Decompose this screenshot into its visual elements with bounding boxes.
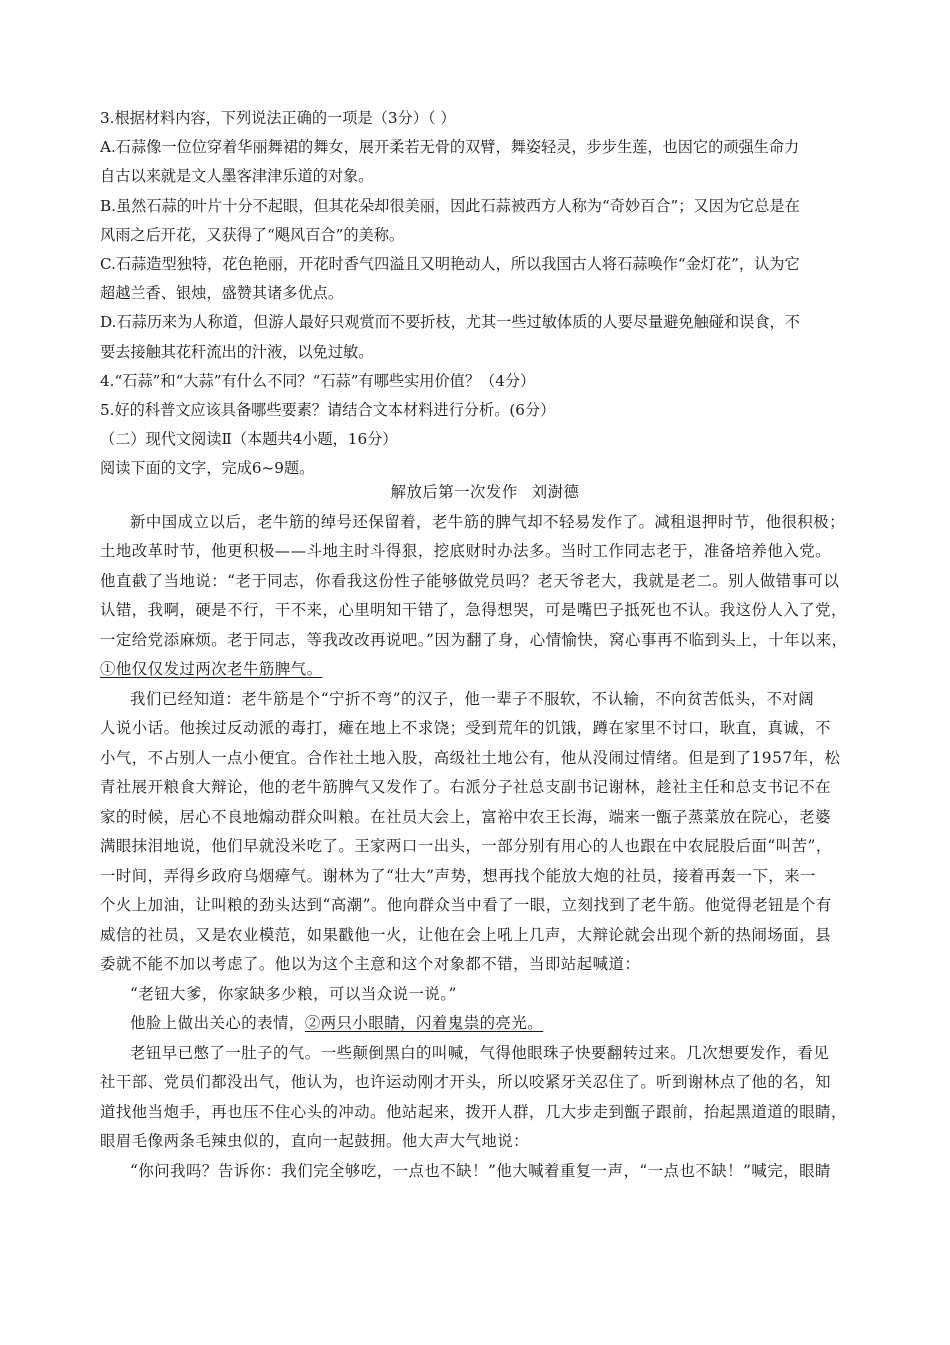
- paragraph-2-line-5: 家的时候，居心不良地煽动群众叫粮。在社员大会上，富裕中农王长海，端来一甑子蒸菜放在院心，老婆: [100, 807, 831, 826]
- paragraph-2-line-1: 我们已经知道：老牛筋是个“宁折不弯”的汉子，他一辈子不服软，不认输，不向贫苦低头，不对阔: [130, 689, 815, 708]
- option-b-line-1: B.虽然石蒜的叶片十分不起眼，但其花朵却很美丽，因此石蒜被西方人称为“奇妙百合”；又因为它总是在: [100, 196, 800, 215]
- paragraph-1-line-2: 土地改革时节，他更积极——斗地主时斗得狠，挖底财时办法多。当时工作同志老于，准备培养他入党。: [100, 542, 831, 560]
- question-4: 4.“石蒜”和“大蒜”有什么不同？“石蒜”有哪些实用价值？（4分）: [100, 371, 536, 390]
- paragraph-2-line-10: 委就不能不加以考虑了。他以为这个主意和这个对象都不错，当即站起喊道：: [100, 955, 641, 973]
- paragraph-2-line-4: 青社展开粮食大辩论，他的老牛筋脾气又发作了。右派分子社总支副书记谢林，趁社主任和总支书记不在: [100, 778, 831, 796]
- paragraph-5-line-4: 眼眉毛像两条毛辣虫似的，直向一起鼓拥。他大声大气地说：: [100, 1132, 530, 1150]
- option-d-line-1: D.石蒜历来为人称道，但游人最好只观赏而不要折枝，尤其一些过敏体质的人要尽量避免触碰和误食，不: [100, 313, 800, 332]
- article: [100, 478, 870, 1186]
- paragraph-1-line-4: 认错，我啊，硬是不行，干不来，心里明知干错了，急得想哭，可是嘴巴子抵死也不认。我这份人入了党，: [100, 601, 847, 619]
- reading-instruction: 阅读下面的文字，完成6~9题。: [100, 459, 315, 478]
- article-title: 解放后第一次发作: [390, 483, 518, 501]
- option-b-line-2: 风雨之后开花，又获得了“飓风百合”的美称。: [100, 225, 405, 244]
- question-section: [100, 104, 860, 483]
- paragraph-2-line-8: 个火上加油，让叫粮的劲头达到“高潮”。他向群众当中看了一眼，立刻找到了老牛筋。他觉得老钮是个有: [100, 896, 832, 914]
- underlined-sentence-1: ①他仅仅发过两次老牛筋脾气。: [100, 660, 323, 678]
- paragraph-2-line-6: 满眼抹泪地说，他们早就没米吃了。王家两口一出头，一部分别有用心的人也跟在中农屁股后面“叫苦”，: [100, 837, 832, 855]
- paragraph-2-line-7: 一时间，弄得乡政府乌烟瘴气。谢林为了“壮大”声势，想再找个能放大炮的社员，接着再轰一下，来一: [100, 866, 816, 885]
- paragraph-2-line-9: 威信的社员，又是农业模范，如果戳他一火，让他在会上吼上几声，大辩论就会出现个新的热闹场面，县: [100, 925, 831, 944]
- paragraph-4-text: 他脸上做出关心的表情，: [130, 1014, 305, 1032]
- question-3-stem: 3.根据材料内容，下列说法正确的一项是（3分）（ ）: [100, 109, 456, 127]
- paragraph-5-line-2: 社干部、党员们都没出气，他认为，也许运动刚才开头，所以咬紧牙关忍住了。听到谢林点了他的名，知: [100, 1073, 831, 1091]
- paragraph-1-line-5: 一定给党添麻烦。老于同志，等我改改再说吧。”因为翻了身，心情愉快，窝心事再不临到头上，十年以来，: [100, 630, 848, 649]
- paragraph-6-line-1: “你问我吗？告诉你：我们完全够吃，一点也不缺！”他大喊着重复一声，“一点也不缺！”喊完，眼睛: [130, 1161, 831, 1180]
- underlined-sentence-2: ②两只小眼睛，闪着鬼祟的亮光。: [304, 1014, 544, 1032]
- paragraph-1-line-6: [100, 655, 870, 685]
- paragraph-3: “老钮大爹，你家缺多少粮，可以当众说一说。”: [130, 984, 457, 1003]
- section-heading: （二）现代文阅读Ⅱ（本题共4小题，16分）: [100, 430, 398, 449]
- option-c-line-1: C.石蒜造型独特，花色艳丽，开花时香气四溢且又明艳动人，所以我国古人将石蒜唤作“金灯花”，认为它: [100, 254, 800, 273]
- paragraph-1-line-1: 新中国成立以后，老牛筋的绰号还保留着，老牛筋的脾气却不轻易发作了。减租退押时节，他很积极；: [130, 512, 846, 531]
- article-title-line: [100, 478, 870, 508]
- paragraph-5-line-1: 老钮早已憋了一肚子的气。一些颠倒黑白的叫喊，气得他眼珠子快要翻转过来。几次想要发作，看见: [130, 1043, 830, 1062]
- paragraph-4: [100, 1009, 870, 1039]
- option-a-line-1: A.石蒜像一位位穿着华丽舞裙的舞女，展开柔若无骨的双臂，舞姿轻灵，步步生莲，也因它的顽强生命力: [100, 138, 800, 157]
- article-author: 刘澍德: [531, 483, 580, 501]
- paragraph-2-line-3: 小气，不占别人一点小便宜。合作社土地入股，高级社土地公有，他从没闹过情绪。但是到了1957年，松: [100, 748, 841, 767]
- paragraph-2-line-2: 人说小话。他挨过反动派的毒打，瘫在地上不求饶；受到荒年的饥饿，蹲在家里不讨口，耿直，真诚，不: [100, 719, 831, 737]
- question-5: 5.好的科普文应该具备哪些要素？请结合文本材料进行分析。(6分）: [100, 400, 556, 419]
- paragraph-1-line-3: 他直截了当地说：“老于同志，你看我这份性子能够做党员吗？老天爷老大，我就是老二。别人做错事可以: [100, 571, 840, 590]
- option-a-line-2: 自古以来就是文人墨客津津乐道的对象。: [100, 167, 374, 186]
- paragraph-5-line-3: 道找他当炮手，再也压不住心头的冲动。他站起来，拨开人群，几大步走到甑子跟前，抬起黑道道的眼睛，: [100, 1102, 847, 1121]
- option-c-line-2: 超越兰香、银烛，盛赞其诸多优点。: [100, 284, 343, 303]
- option-d-line-2: 要去接触其花秆流出的汁液，以免过敏。: [100, 342, 374, 361]
